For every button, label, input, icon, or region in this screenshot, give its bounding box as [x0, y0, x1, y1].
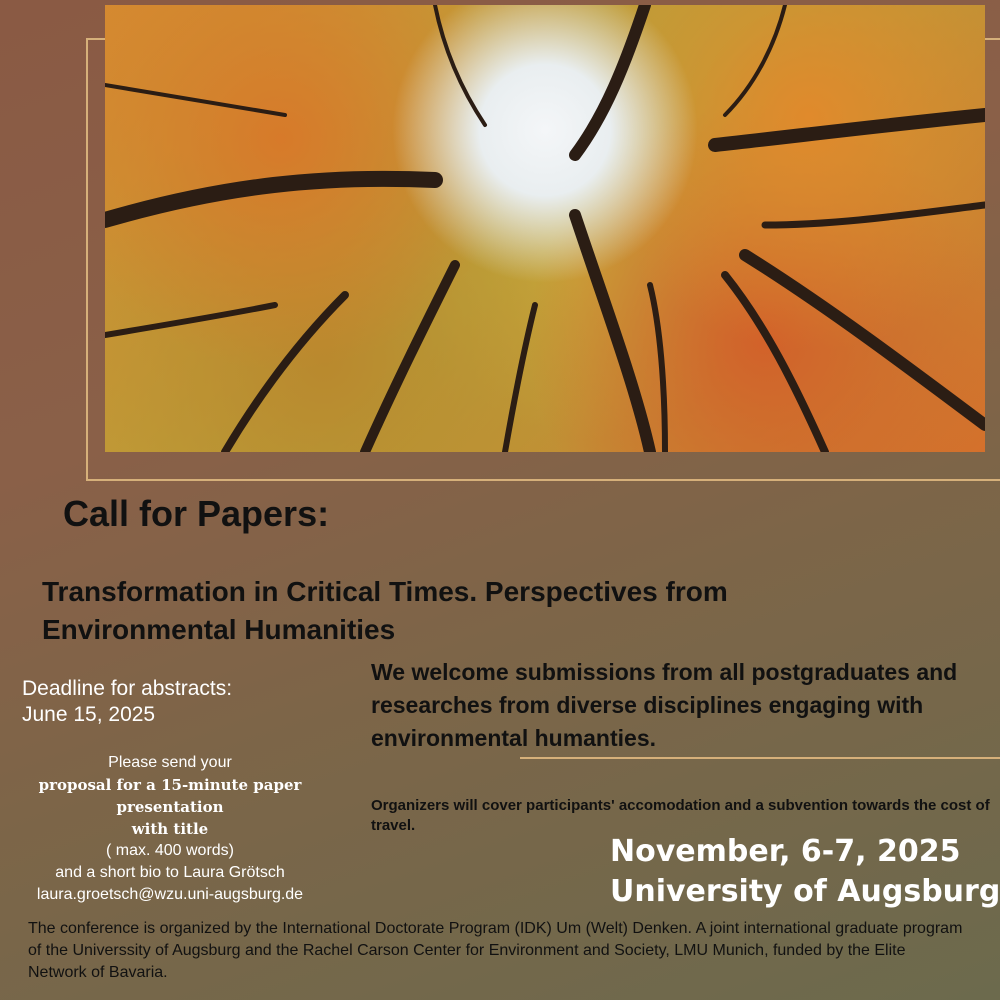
- event-date: November, 6-7, 2025: [610, 834, 961, 869]
- hero-forest-photo: [105, 5, 985, 452]
- deadline-label: Deadline for abstracts:: [22, 677, 233, 700]
- deadline-block: [22, 676, 232, 728]
- organizers-note: Organizers will cover participants' accomodation and a subvention towards the cost of travel.: [371, 797, 990, 834]
- welcome-statement: We welcome submissions from all postgraduates and researches from diverse disciplines engaging with environmental humanties.: [371, 659, 958, 751]
- frame-line-bottom: [86, 479, 1000, 481]
- submission-line-3: presentation: [116, 798, 224, 816]
- submission-line-2: proposal for a 15-minute paper: [38, 776, 302, 794]
- submission-line-4: with title: [131, 820, 209, 838]
- submission-instructions: [0, 752, 340, 906]
- submission-line-1: Please send your: [108, 754, 232, 771]
- event-info: [610, 832, 1000, 912]
- conference-title: Transformation in Critical Times. Perspectives from Environmental Humanities: [42, 576, 728, 645]
- frame-line-top: [86, 38, 106, 40]
- call-for-papers-heading: Call for Papers:: [63, 493, 330, 534]
- deadline-date: June 15, 2025: [22, 703, 156, 726]
- footer-organizer-info: The conference is organized by the International Doctorate Program (IDK) Um (Welt) Denken. A joint international graduate program of the Universsity of Augsburg and the Rachel Carson Center for Environment and Society, LMU Munich, funded by the Elite Network of Bavaria.: [28, 920, 963, 981]
- tree-trunks-illustration: [105, 5, 985, 452]
- section-divider: [520, 757, 1000, 759]
- event-location: University of Augsburg: [610, 874, 1000, 909]
- frame-line-right: [985, 38, 1000, 40]
- submission-line-6: and a short bio to Laura Grötsch: [55, 864, 285, 881]
- submission-line-5: ( max. 400 words): [105, 842, 235, 859]
- frame-line-left: [86, 38, 88, 480]
- contact-email: laura.groetsch@wzu.uni-augsburg.de: [36, 886, 304, 903]
